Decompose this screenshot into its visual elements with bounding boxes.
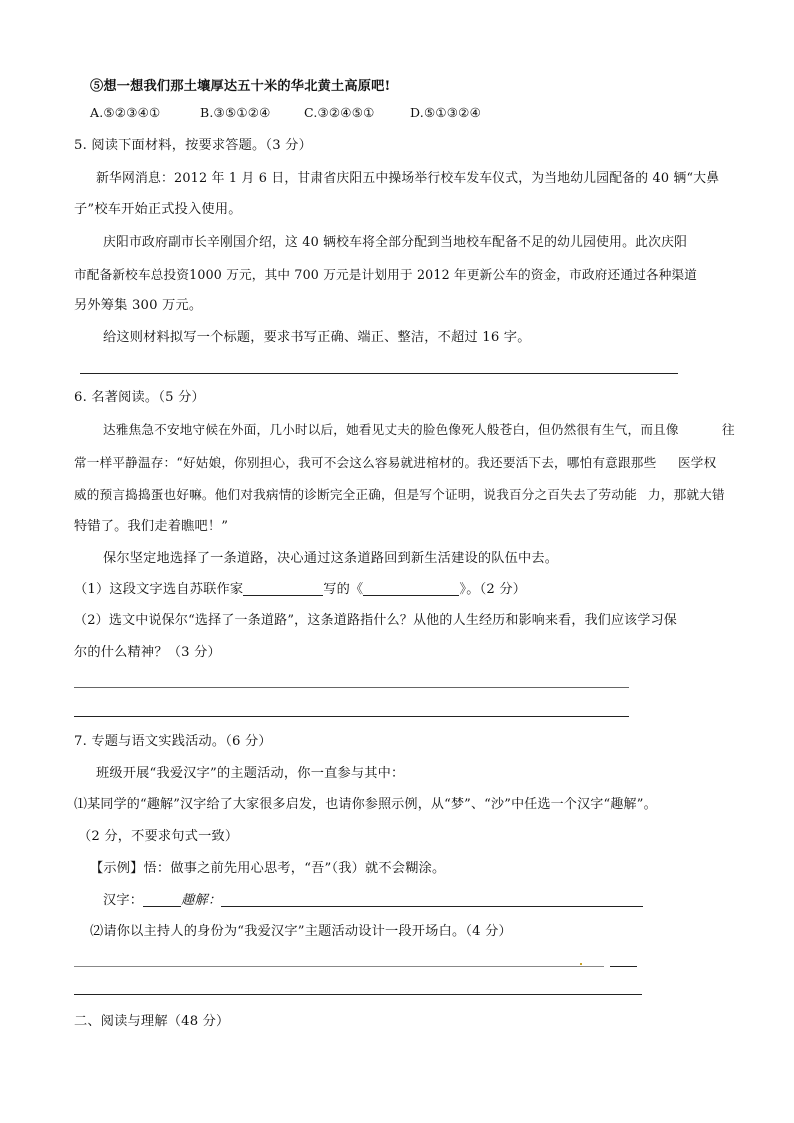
- section-2-heading: 二、阅读与理解（48 分）: [74, 1014, 230, 1029]
- q6-passage-line-3: 威的预言捣捣蛋也好嘛。他们对我病情的诊断完全正确，但是写个证明，说我百分之百失去了劳动能: [74, 487, 637, 502]
- q6-answer-line-1[interactable]: [74, 687, 629, 688]
- author-blank[interactable]: [243, 581, 323, 596]
- q6-sub2-line-2: 尔的什么精神？（3 分）: [74, 645, 221, 660]
- q5-line-1: 新华网消息：2012 年 1 月 6 日，甘肃省庆阳五中操场举行校车发车仪式，为当地幼儿园配备的 40 辆“大鼻: [96, 171, 720, 186]
- title-blank[interactable]: [363, 581, 459, 596]
- qujie-blank[interactable]: [221, 892, 643, 907]
- q6-sub1-suffix: 》。（2 分）: [459, 582, 527, 597]
- q6-passage-line-5: 保尔坚定地选择了一条道路，决心通过这条道路回到新生活建设的队伍中去。: [103, 551, 559, 566]
- hanzi-blank[interactable]: [143, 892, 181, 907]
- q6-sub2-line-1: （2）选文中说保尔“选择了一条道路”，这条道路指什么？从他的人生经历和影响来看，我们应该学习保: [74, 613, 677, 628]
- q5-line-3: 庆阳市政府副市长辛刚国介绍，这 40 辆校车将全部分配到当地校车配备不足的幼儿园使用。此次庆阳: [103, 235, 688, 250]
- q4-sentence-5: ⑤想一想我们那土壤厚达五十米的华北黄土高原吧!: [90, 79, 391, 94]
- q7-answer-line-2[interactable]: [74, 994, 642, 995]
- q7-heading: 7. 专题与语文实践活动。（6 分）: [74, 734, 272, 749]
- qujie-label: 趣解：: [181, 893, 222, 908]
- q7-sub1-line-1: ⑴某同学的“趣解”汉字给了大家很多启发，也请你参照示例，从“梦”、“沙”中任选一个汉字“趣解”。: [74, 797, 657, 812]
- q6-heading: 6. 名著阅读。（5 分）: [74, 390, 205, 405]
- q6-sub1: [74, 581, 526, 599]
- hanzi-label: 汉字：: [103, 893, 144, 908]
- q6-sub1-middle: 写的《: [323, 582, 364, 597]
- q5-heading: 5. 阅读下面材料，按要求答题。（3 分）: [74, 138, 312, 153]
- q7-answer-line-1[interactable]: [74, 966, 604, 967]
- q5-line-5: 另外筹集 300 万元。: [74, 298, 203, 313]
- q6-passage-line-1-end: 往: [722, 422, 735, 437]
- q5-line-4: 市配备新校车总投资1000 万元，其中 700 万元是计划用于 2012 年更新公车的资金，市政府还通过各种渠道: [74, 267, 698, 282]
- q7-sub2: ⑵请你以主持人的身份为“我爱汉字”主题活动设计一段开场白。（4 分）: [90, 924, 512, 939]
- q6-passage-line-2-end: 医学权: [678, 455, 717, 470]
- q6-answer-line-2[interactable]: [74, 716, 629, 717]
- q5-line-2: 子”校车开始正式投入使用。: [74, 202, 242, 217]
- q4-option-b: B.③⑤①②④: [200, 105, 271, 120]
- q7-hanzi-row: [103, 892, 643, 910]
- q5-answer-line[interactable]: [80, 373, 678, 374]
- q4-option-d: D.⑤①③②④: [410, 105, 481, 120]
- q5-instruction: 给这则材料拟写一个标题，要求书写正确、端正、整洁，不超过 16 字。: [103, 330, 531, 345]
- q4-option-a: A.⑤②③④①: [90, 105, 161, 120]
- q6-sub1-prefix: （1）这段文字选自苏联作家: [74, 582, 244, 597]
- q7-example: 【示例】悟：做事之前先用心思考，“吾”（我）就不会糊涂。: [90, 861, 446, 876]
- q7-answer-line-1-end[interactable]: [610, 966, 637, 967]
- q7-intro: 班级开展“我爱汉字”的主题活动，你一直参与其中：: [96, 766, 405, 781]
- q7-sub1-line-2: （2 分，不要求句式一致）: [78, 829, 239, 844]
- q6-passage-line-3-end: 力，那就大错: [648, 487, 725, 502]
- q6-passage-line-4: 特错了。我们走着瞧吧！”: [74, 519, 229, 534]
- q6-passage-line-2: 常一样平静温存：“好姑娘，你别担心，我可不会这么容易就进棺材的。我还要活下去，哪怕有意跟那些: [74, 455, 657, 470]
- ink-speck: [580, 963, 582, 965]
- q4-option-c: C.③②④⑤①: [304, 105, 375, 120]
- q6-passage-line-1: 达雅焦急不安地守候在外面，几小时以后，她看见丈夫的脸色像死人般苍白，但仍然很有生气，而且像: [103, 422, 679, 437]
